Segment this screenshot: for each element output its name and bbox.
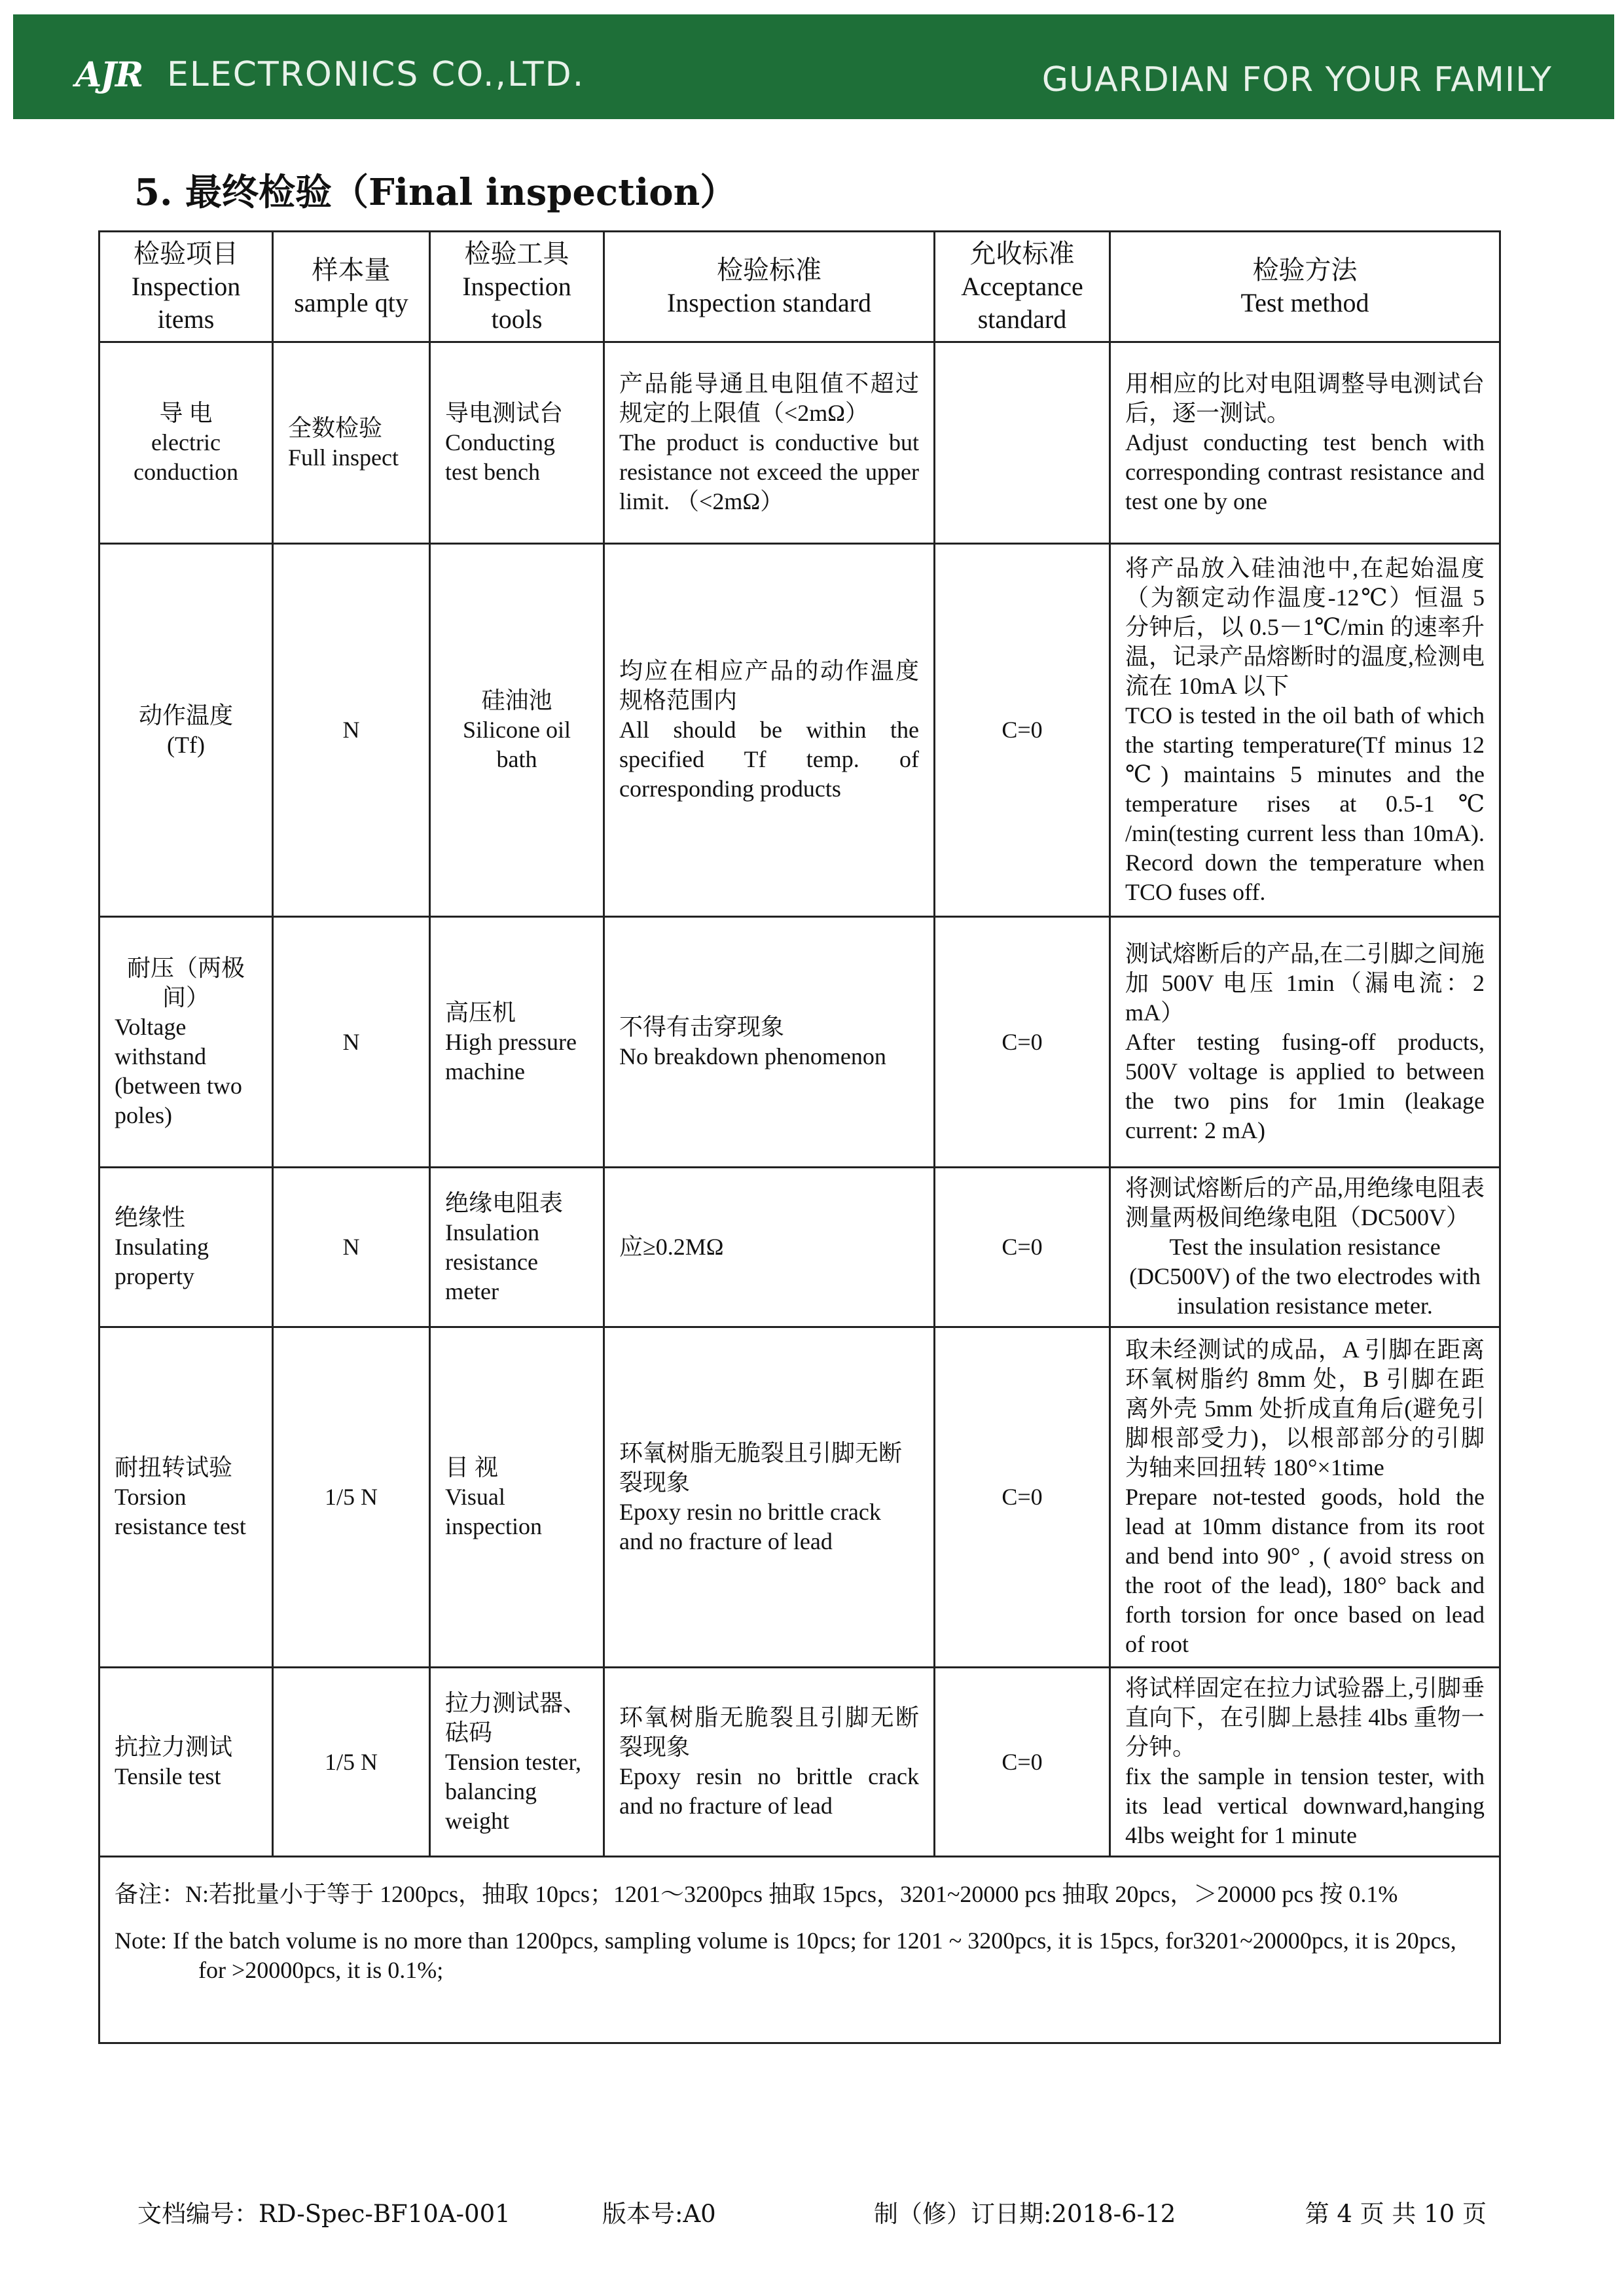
- table-row: [99, 544, 1500, 917]
- tool-cell: 导电测试台 Conducting test bench: [430, 342, 604, 544]
- item-cell: 耐压（两极间） Voltage withstand (between two poles): [99, 917, 273, 1168]
- qty-cell: N: [273, 917, 430, 1168]
- acceptance-cell: C=0: [935, 544, 1110, 917]
- acceptance-cell: [935, 342, 1110, 544]
- method-cell: 将产品放入硅油池中,在起始温度（为额定动作温度-12℃）恒温 5 分钟后，以 0.5－1℃/min 的速率升温，记录产品熔断时的温度,检测电流在 10mA 以下 TCO is tested in the oil bath of which the starting temperature(Tf minus 12 ℃) maintains 5 minutes and the temperature rises at 0.5-1℃ /min(testing current less than 10mA). Record down the temperature when TCO fuses off.: [1110, 544, 1500, 917]
- note-zh: 备注：N:若批量小于等于 1200pcs，抽取 10pcs；1201～3200pcs 抽取 15pcs，3201~20000 pcs 抽取 20pcs，＞20000 pcs 按 0.1%: [115, 1881, 1398, 1907]
- note-cell: [99, 1857, 1500, 2043]
- standard-cell: 环氧树脂无脆裂且引脚无断裂现象 Epoxy resin no brittle crack and no fracture of lead: [604, 1327, 935, 1668]
- item-cell: 绝缘性 Insulating property: [99, 1168, 273, 1327]
- table-row: [99, 917, 1500, 1168]
- company-name: ELECTRONICS CO.,LTD.: [167, 55, 585, 94]
- standard-cell: 环氧树脂无脆裂且引脚无断裂现象 Epoxy resin no brittle crack and no fracture of lead: [604, 1668, 935, 1857]
- qty-cell: 1/5 N: [273, 1327, 430, 1668]
- table-header-row: [99, 232, 1500, 342]
- qty-cell: N: [273, 544, 430, 917]
- item-cell: 动作温度 (Tf): [99, 544, 273, 917]
- item-cell: 抗拉力测试 Tensile test: [99, 1668, 273, 1857]
- acceptance-cell: C=0: [935, 917, 1110, 1168]
- tool-cell: 目 视 Visual inspection: [430, 1327, 604, 1668]
- company-slogan: GUARDIAN FOR YOUR FAMILY: [1041, 60, 1552, 99]
- section-title: 5. 最终检验（Final inspection）: [134, 171, 737, 214]
- method-cell: 取未经测试的成品，A 引脚在距离环氧树脂约 8mm 处，B 引脚在距离外壳 5mm 处折成直角后(避免引脚根部受力)，以根部部分的引脚为轴来回扭转 180°×1time Prepare not-tested goods, hold the lead at 10mm distance from its root and bend into 90° , ( avoid stress on the root of the lead), 180° back and forth torsion for once based on lead of root: [1110, 1327, 1500, 1668]
- table-row: [99, 1168, 1500, 1327]
- acceptance-cell: C=0: [935, 1168, 1110, 1327]
- table-row: [99, 342, 1500, 544]
- header-cell: 样本量 sample qty: [273, 232, 430, 342]
- company-logo: AJR: [75, 55, 143, 95]
- header-banner: [13, 14, 1614, 119]
- method-cell: 测试熔断后的产品,在二引脚之间施加 500V 电压 1min（漏电流：2 mA） After testing fusing-off products, 500V voltage is applied to between the two pins for 1min (leakage current: 2 mA): [1110, 917, 1500, 1168]
- header-cell: 检验工具 Inspection tools: [430, 232, 604, 342]
- inspection-table: [98, 230, 1501, 2044]
- page-number: 第 4 页 共 10 页: [1305, 2200, 1487, 2228]
- standard-cell: 应≥0.2MΩ: [604, 1168, 935, 1327]
- header-cell: 检验方法 Test method: [1110, 232, 1500, 342]
- method-cell: 将试样固定在拉力试验器上,引脚垂直向下，在引脚上悬挂 4lbs 重物一分钟。 fix the sample in tension tester, with its lead vertical downward,hanging 4lbs weight for 1 minute: [1110, 1668, 1500, 1857]
- tool-cell: 绝缘电阻表 Insulation resistance meter: [430, 1168, 604, 1327]
- revision-date: 制（修）订日期:2018-6-12: [874, 2200, 1176, 2228]
- standard-cell: 不得有击穿现象 No breakdown phenomenon: [604, 917, 935, 1168]
- item-cell: 导 电 electric conduction: [99, 342, 273, 544]
- table-row: [99, 1327, 1500, 1668]
- standard-cell: 产品能导通且电阻值不超过规定的上限值（<2mΩ） The product is conductive but resistance not exceed the upper limit. （<2mΩ）: [604, 342, 935, 544]
- tool-cell: 高压机 High pressure machine: [430, 917, 604, 1168]
- tool-cell: 拉力测试器、砝码 Tension tester, balancing weight: [430, 1668, 604, 1857]
- header-cell: 检验标准 Inspection standard: [604, 232, 935, 342]
- header-cell: 允收标准 Acceptance standard: [935, 232, 1110, 342]
- acceptance-cell: C=0: [935, 1668, 1110, 1857]
- qty-cell: 1/5 N: [273, 1668, 430, 1857]
- note-en: Note: If the batch volume is no more than 1200pcs, sampling volume is 10pcs; for 1201 ~ 3200pcs, it is 15pcs, for3201~20000pcs, it is 20pcs, for >20000pcs, it is 0.1%;: [115, 1928, 1456, 1983]
- item-cell: 耐扭转试验 Torsion resistance test: [99, 1327, 273, 1668]
- tool-cell: 硅油池 Silicone oil bath: [430, 544, 604, 917]
- method-cell: 将测试熔断后的产品,用绝缘电阻表测量两极间绝缘电阻（DC500V） Test the insulation resistance (DC500V) of the two electrodes with insulation resistance meter.: [1110, 1168, 1500, 1327]
- header-cell: 检验项目 Inspection items: [99, 232, 273, 342]
- qty-cell: N: [273, 1168, 430, 1327]
- doc-number: 文档编号：RD-Spec-BF10A-001: [137, 2200, 511, 2228]
- acceptance-cell: C=0: [935, 1327, 1110, 1668]
- standard-cell: 均应在相应产品的动作温度规格范围内 All should be within the specified Tf temp. of corresponding products: [604, 544, 935, 917]
- note-row: [99, 1857, 1500, 2043]
- qty-cell: 全数检验 Full inspect: [273, 342, 430, 544]
- table-row: [99, 1668, 1500, 1857]
- version-number: 版本号:A0: [602, 2200, 716, 2228]
- method-cell: 用相应的比对电阻调整导电测试台后，逐一测试。 Adjust conducting test bench with corresponding contrast resistance and test one by one: [1110, 342, 1500, 544]
